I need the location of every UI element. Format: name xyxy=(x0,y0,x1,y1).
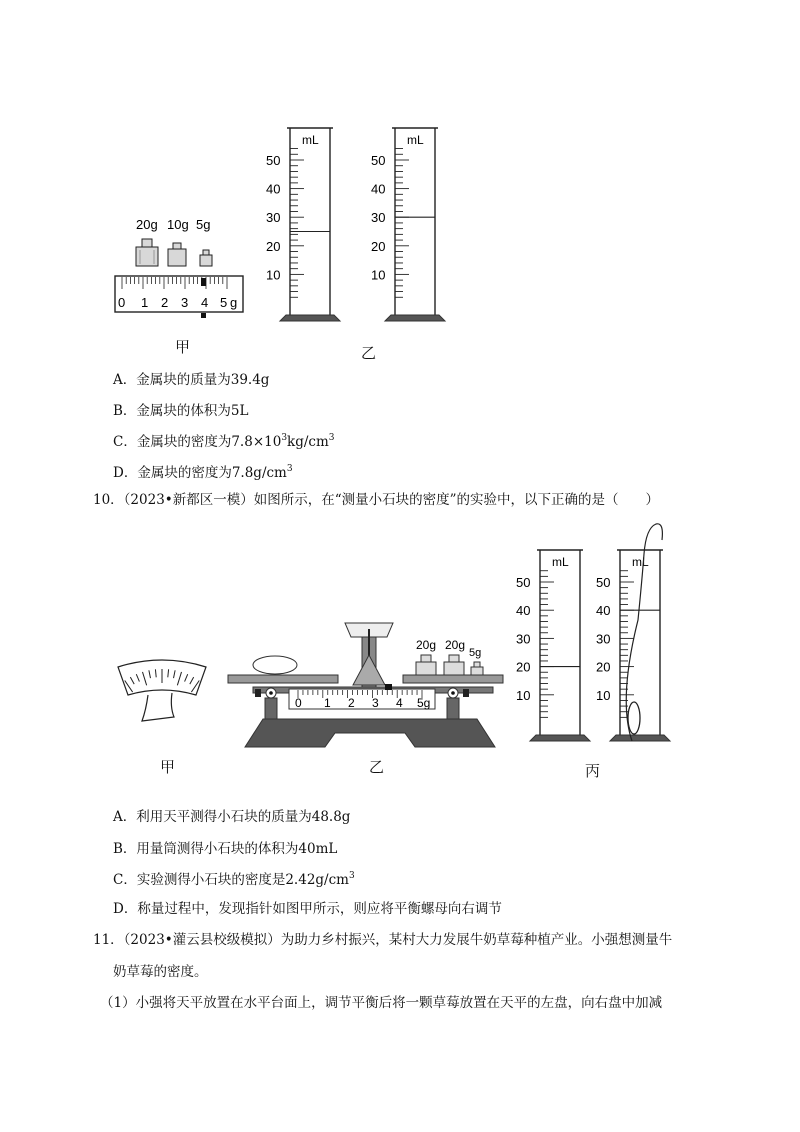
cylinder-tick-label: 20 xyxy=(266,238,281,254)
q9-option-b: B．金属块的体积为5L xyxy=(113,403,249,419)
cylinder-tick-label: 30 xyxy=(596,631,611,647)
cylinder-tick-label: 30 xyxy=(516,631,531,647)
weight-label: 20g xyxy=(445,638,466,652)
scale-tick-label: 2 xyxy=(161,295,169,310)
scale-tick-label: 3 xyxy=(181,295,189,310)
q10-option-b: B．用量筒测得小石块的体积为40mL xyxy=(113,841,338,857)
cylinder-tick-label: 30 xyxy=(371,210,386,226)
cylinder-tick-label: 40 xyxy=(371,181,386,197)
right-pan xyxy=(403,675,503,683)
graduated-cylinder-left xyxy=(266,128,340,321)
stone-icon xyxy=(628,702,640,734)
beam-scale xyxy=(289,689,435,709)
graduated-cylinder-left xyxy=(516,550,590,741)
cylinder-tick-label: 50 xyxy=(596,575,611,590)
q9-fig2-caption: 乙 xyxy=(361,344,377,362)
q10-cylinders-figure xyxy=(510,520,690,750)
q9-option-c: C．金属块的密度为$7.8\times 10^3kg/cm^3$ xyxy=(113,433,335,450)
q9-fig1-caption: 甲 xyxy=(175,338,191,356)
q11-stem-line2: 奶草莓的密度。 xyxy=(113,964,208,980)
weight-label: 20g xyxy=(416,638,437,652)
cylinder-tick-label: 20 xyxy=(596,659,611,675)
cylinder-tick-label: 10 xyxy=(516,687,531,703)
cylinder-tick-label: 20 xyxy=(371,238,386,254)
cylinder-tick-label: 40 xyxy=(596,603,611,619)
cylinder-tick-label: 10 xyxy=(266,267,281,283)
q10-fig2-caption: 乙 xyxy=(369,758,385,776)
weight-5g-icon xyxy=(471,662,483,675)
scale-tick-label: 0 xyxy=(295,696,302,710)
scale-tick-label: 5g xyxy=(417,696,431,710)
q9-weights-scale-figure xyxy=(110,210,250,325)
cylinder-unit-label: mL xyxy=(302,133,319,147)
q11-stem-line1: 11．（2023•灌云县校级模拟）为助力乡村振兴，某村大力发展牛奶草莓种植产业。小强想测量牛 xyxy=(93,932,673,948)
weight-20g-icon xyxy=(416,655,436,675)
q10-option-d: D．称量过程中，发现指针如图甲所示，则应将平衡螺母向右调节 xyxy=(113,901,502,917)
cylinder-tick-label: 50 xyxy=(516,575,531,590)
cylinder-tick-label: 50 xyxy=(266,153,281,168)
weight-20g-icon xyxy=(136,239,158,266)
cylinder-tick-label: 40 xyxy=(266,181,281,197)
weight-label-20g: 20g xyxy=(136,217,158,232)
cylinder-tick-label: 20 xyxy=(516,659,531,675)
scale-tick-label: 0 xyxy=(118,295,126,310)
q10-option-a: A．利用天平测得小石块的质量为48.8g xyxy=(113,809,351,825)
cylinder-unit-label: mL xyxy=(407,133,424,147)
q9-option-d: D．金属块的密度为$7.8g/cm^3$ xyxy=(113,464,293,481)
scale-tick-label: 5 xyxy=(220,295,228,310)
stone-icon xyxy=(253,656,297,674)
cylinder-tick-label: 30 xyxy=(266,210,281,226)
q10-option-c: C．实验测得小石块的密度是$2.42g/cm^3$ xyxy=(113,871,355,888)
rider-base xyxy=(201,313,206,318)
q11-part1: （1）小强将天平放置在水平台面上，调节平衡后将一颗草莓放置在天平的左盘，向右盘中加减 xyxy=(100,995,663,1011)
weight-20g-icon xyxy=(444,655,464,675)
scale-tick-label: 3 xyxy=(372,696,379,710)
scale-tick-label: 4 xyxy=(396,696,403,710)
q10-fig3-caption: 丙 xyxy=(585,762,601,780)
q10-pointer-dial-figure xyxy=(112,655,212,725)
cylinder-tick-label: 50 xyxy=(371,153,386,168)
q9-option-a: A．金属块的质量为39.4g xyxy=(113,372,270,388)
weight-label: 5g xyxy=(469,647,482,659)
scale-tick-label: 2 xyxy=(348,696,355,710)
cylinder-tick-label: 10 xyxy=(371,267,386,283)
balance-base xyxy=(245,719,495,747)
left-pan xyxy=(228,675,338,683)
weight-10g-icon xyxy=(168,243,186,266)
scale-tick-label: 1 xyxy=(324,696,331,710)
weight-label-5g: 5g xyxy=(196,217,211,232)
dial-stand xyxy=(142,693,174,721)
weight-5g-icon xyxy=(200,250,212,266)
q10-balance-figure xyxy=(225,615,510,750)
scale-tick-label: 1 xyxy=(141,295,149,310)
cylinder-tick-label: 40 xyxy=(516,603,531,619)
rider-marker xyxy=(201,278,206,286)
q10-fig1-caption: 甲 xyxy=(160,758,176,776)
graduated-cylinder-right xyxy=(371,128,445,321)
weight-label-10g: 10g xyxy=(167,217,189,232)
cylinder-unit-label: mL xyxy=(552,555,569,569)
q9-cylinders-figure xyxy=(266,120,450,330)
scale-tick-label: 4 xyxy=(201,295,209,310)
cylinder-tick-label: 10 xyxy=(596,687,611,703)
cylinder-unit-label: mL xyxy=(632,555,649,569)
q10-stem: 10．（2023•新都区一模）如图所示，在“测量小石块的密度”的实验中，以下正确的是（ ） xyxy=(93,492,660,508)
scale-tick-label: g xyxy=(230,295,238,310)
rider-marker xyxy=(385,684,392,690)
